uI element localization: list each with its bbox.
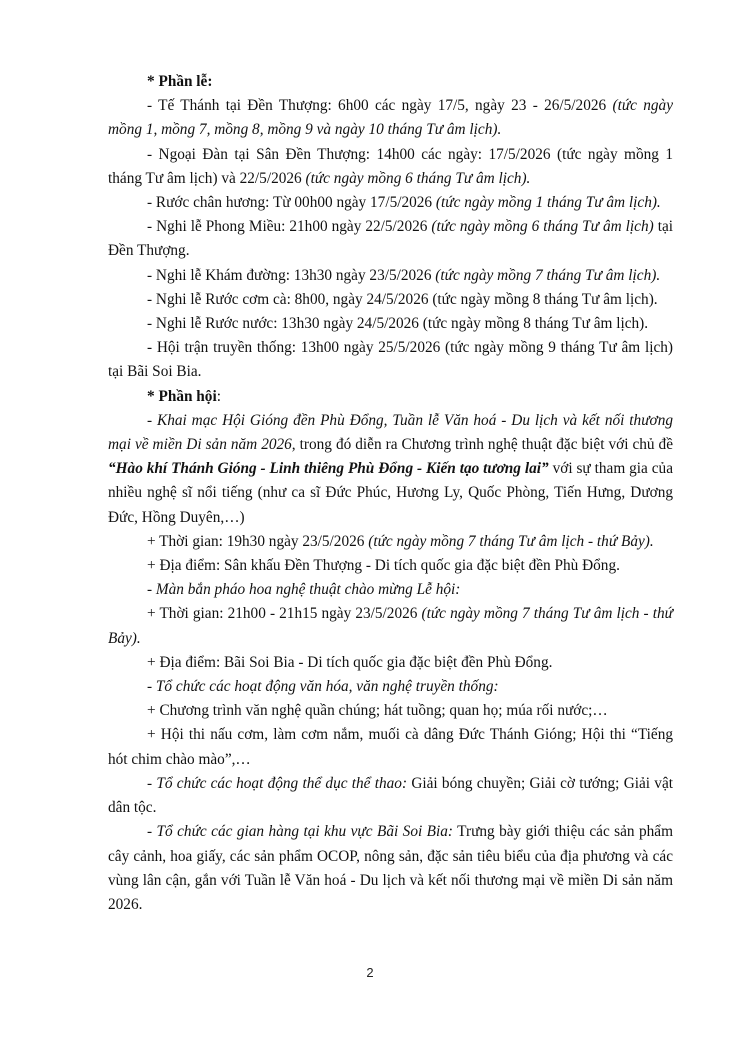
le-item-note: (tức ngày mồng 6 tháng Tư âm lịch) bbox=[431, 218, 654, 236]
le-item-text: - Nghi lễ Rước cơm cà: 8h00, ngày 24/5/2026 (tức ngày mồng 8 tháng Tư âm lịch). bbox=[147, 290, 658, 308]
heading-colon: : bbox=[216, 387, 221, 405]
hoi-stalls-lead: - Tổ chức các gian hàng tại khu vực Bãi Soi Bia: bbox=[147, 823, 454, 841]
hoi-fireworks-text: - Màn bắn pháo hoa nghệ thuật chào mừng Lễ hội: bbox=[147, 581, 461, 599]
hoi-time-note: (tức ngày mồng 7 tháng Tư âm lịch - thứ Bảy). bbox=[108, 605, 673, 647]
hoi-culture-text: - Tổ chức các hoạt động văn hóa, văn nghệ truyền thống: bbox=[147, 678, 499, 696]
le-item-text: - Tế Thánh tại Đền Thượng: 6h00 các ngày 17/5, ngày 23 - 26/5/2026 bbox=[147, 97, 613, 115]
document-body bbox=[108, 70, 673, 917]
hoi-fireworks bbox=[108, 578, 673, 602]
hoi-time-2 bbox=[108, 602, 673, 650]
hoi-culture-1 bbox=[108, 699, 673, 723]
le-item-ruoc-nuoc bbox=[108, 312, 673, 336]
hoi-culture bbox=[108, 675, 673, 699]
le-item-text: - Nghi lễ Khám đường: 13h30 ngày 23/5/2026 bbox=[147, 266, 436, 284]
heading-text: * Phần hội bbox=[147, 387, 217, 405]
le-item-text: - Rước chân hương: Từ 00h00 ngày 17/5/2026 bbox=[147, 194, 436, 212]
hoi-item-khai-mac bbox=[108, 409, 673, 530]
hoi-culture-2 bbox=[108, 723, 673, 771]
hoi-item-text-rest: với sự tham gia của nhiều nghệ sĩ nổi tiếng (như ca sĩ Đức Phúc, Hương Ly, Quốc Phòng, Tiến Hưng, Dương Đức, Hồng Duyên,…) bbox=[108, 460, 673, 526]
le-item-note: (tức ngày mồng 6 tháng Tư âm lịch). bbox=[305, 169, 531, 187]
le-item-te-thanh bbox=[108, 94, 673, 142]
page-number: 2 bbox=[366, 965, 374, 980]
le-item-note: (tức ngày mồng 7 tháng Tư âm lịch). bbox=[435, 266, 661, 284]
hoi-item-text: trong đó diễn ra Chương trình nghệ thuật đặc biệt với chủ đề bbox=[295, 436, 673, 454]
hoi-time-text: + Thời gian: 21h00 - 21h15 ngày 23/5/2026 bbox=[147, 605, 422, 623]
hoi-sport-lead: - Tổ chức các hoạt động thể dục thể thao: bbox=[147, 774, 408, 792]
hoi-place-1 bbox=[108, 554, 673, 578]
hoi-time-1 bbox=[108, 530, 673, 554]
hoi-sport-text: Giải bóng chuyền; Giải cờ tướng; Giải vật dân tộc. bbox=[108, 774, 673, 817]
hoi-culture-item: + Hội thi nấu cơm, làm cơm nắm, muối cà dâng Đức Thánh Gióng; Hội thi “Tiếng hót chim chào mào”,… bbox=[108, 726, 673, 768]
hoi-stalls-text: Trưng bày giới thiệu các sản phẩm cây cảnh, hoa giấy, các sản phẩm OCOP, nông sản, đặc sản tiêu biểu của địa phương và các vùng lân cận, gắn với Tuần lễ Văn hoá - Du lịch và kết nối thương mại về miền Di sản năm 2026. bbox=[108, 823, 673, 913]
le-item-ngoai-dan bbox=[108, 143, 673, 191]
le-item-note: (tức ngày mồng 1, mồng 7, mồng 8, mồng 9 và ngày 10 tháng Tư âm lịch). bbox=[108, 97, 673, 139]
le-item-ruoc-chan-huong bbox=[108, 191, 673, 215]
hoi-stalls bbox=[108, 820, 673, 917]
hoi-theme: “Hào khí Thánh Gióng - Linh thiêng Phù Đổng - Kiến tạo tương lai” bbox=[108, 460, 549, 478]
le-item-phong-mieu bbox=[108, 215, 673, 263]
le-item-hoi-tran bbox=[108, 336, 673, 384]
hoi-item-lead: - Khai mạc Hội Gióng đền Phù Đổng, Tuần lễ Văn hoá - Du lịch và kết nối thương mại về miền Di sản năm 2026, bbox=[108, 411, 673, 454]
le-item-text: - Hội trận truyền thống: 13h00 ngày 25/5/2026 (tức ngày mồng 9 tháng Tư âm lịch) tại Bãi Soi Bia. bbox=[108, 339, 673, 381]
hoi-sport bbox=[108, 772, 673, 820]
hoi-time-note: (tức ngày mồng 7 tháng Tư âm lịch - thứ Bảy). bbox=[368, 532, 654, 550]
hoi-place-text: + Địa điểm: Bãi Soi Bia - Di tích quốc gia đặc biệt đền Phù Đổng. bbox=[147, 653, 553, 671]
heading-text: * Phần lễ: bbox=[147, 73, 213, 90]
le-item-ruoc-com-ca bbox=[108, 288, 673, 312]
hoi-place-2 bbox=[108, 651, 673, 675]
hoi-culture-item: + Chương trình văn nghệ quần chúng; hát tuồng; quan họ; múa rối nước;… bbox=[147, 702, 608, 720]
le-item-text: - Ngoại Đàn tại Sân Đền Thượng: 14h00 các ngày: 17/5/2026 (tức ngày mồng 1 tháng Tư âm lịch) và 22/5/2026 bbox=[108, 145, 673, 187]
le-item-note: (tức ngày mồng 1 tháng Tư âm lịch). bbox=[435, 194, 661, 212]
le-item-text-end: tại Đền Thượng. bbox=[108, 218, 673, 260]
hoi-time-text: + Thời gian: 19h30 ngày 23/5/2026 bbox=[147, 532, 369, 550]
heading-phan-le bbox=[108, 70, 673, 94]
heading-phan-hoi bbox=[108, 385, 673, 409]
hoi-place-text: + Địa điểm: Sân khấu Đền Thượng - Di tích quốc gia đặc biệt đền Phù Đổng. bbox=[147, 557, 620, 575]
le-item-text: - Nghi lễ Rước nước: 13h30 ngày 24/5/2026 (tức ngày mồng 8 tháng Tư âm lịch). bbox=[147, 315, 649, 333]
le-item-kham-duong bbox=[108, 264, 673, 288]
le-item-text: - Nghi lễ Phong Miều: 21h00 ngày 22/5/2026 bbox=[147, 218, 432, 236]
